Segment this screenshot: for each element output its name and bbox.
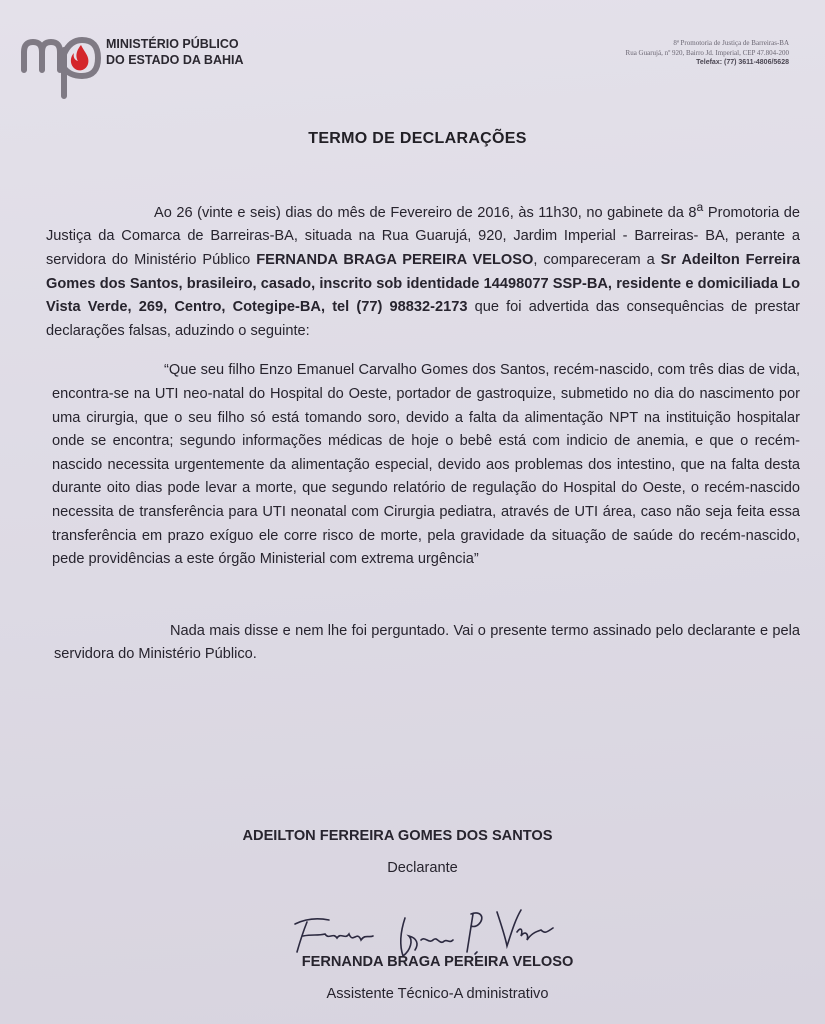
office-phone: Telefax: (77) 3611-4806/5628 [696,59,789,66]
declarant-details: Sr Adeilton Ferreira Gomes dos Santos, brasileiro, casado, inscrito sob identidade 14498077 SSP-BA, residente e domiciliada Lo Vista Verde, 269, Centro, Cotegipe-BA, tel (77) 98832-2173 [46,252,800,316]
document-body [46,196,800,667]
intro-text-2: Promotoria de Justiça da Comarca de Barreiras-BA, situada na Rua Guarujá, 920, Jardim Imperial - Barreiras- BA, perante a servidora do Ministério Público [46,204,800,269]
servant-role: Assistente Técnico-A dministrativo [326,986,549,1002]
office-line1: 8ª Promotoria de Justiça de Barreiras-BA [673,39,789,47]
office-line2: Rua Guarujá, nº 920, Bairro Jd. Imperial, CEP 47.804-200 [625,49,789,57]
intro-text-4: que foi advertida das consequências de prestar declarações falsas, aduzindo o seguinte: [46,299,800,339]
office-address [489,38,789,68]
intro-text-1: Ao 26 (vinte e seis) dias do mês de Fevereiro de 2016, às 11h30, no gabinete da 8 [154,204,697,221]
intro-ordinal: a [696,200,704,214]
servant-name-inline: FERNANDA BRAGA PEREIRA VELOSO [256,252,534,269]
declarant-role: Declarante [387,860,458,876]
paragraph-intro [46,196,800,343]
org-line1: MINISTÉRIO PÚBLICO [106,37,239,51]
org-name [106,36,244,68]
servant-name: FERNANDA BRAGA PEREIRA VELOSO [301,954,574,970]
mp-logo-icon [20,30,106,100]
flame-icon [71,45,89,70]
paragraph-statement: “Que seu filho Enzo Emanuel Carvalho Gomes dos Santos, recém-nascido, com três dias de vida, encontra-se na UTI neo-natal do Hospital do Oeste, portador de gastroquize, submetido no dia do nascimento por uma cirurgia, que o seu filho só está tomando soro, devido a falta da alimentação NPT na instituição hospitalar onde se encontra; segundo informações médicas de hoje o bebê está com indicio de anemia, e que o recém-nascido necessita urgentemente da alimentação especial, devido aos problemas dos intestino, que na falta desta durante oito dias pode levar a morte, que segundo relatório de regulação do Hospital do Oeste, o recém-nascido necessita de transferência para UTI neonatal com Cirurgia pediatra, através de UTI área, caso não seja feita essa transferência em prazo exíguo ele corre risco de morte, pela gravidade da situação de saúde do recém-nascido, pede providências a este órgão Ministerial com extrema urgência” [52,362,800,568]
paragraph-closing: Nada mais disse e nem lhe foi perguntado. Vai o presente termo assinado pelo declarante e pela servidora do Ministério Público. [54,622,800,663]
document-title: TERMO DE DECLARAÇÕES [308,130,527,147]
org-line2: DO ESTADO DA BAHIA [106,53,244,67]
intro-text-3: , compareceram a [533,252,661,269]
declarant-name: ADEILTON FERREIRA GOMES DOS SANTOS [242,828,553,844]
